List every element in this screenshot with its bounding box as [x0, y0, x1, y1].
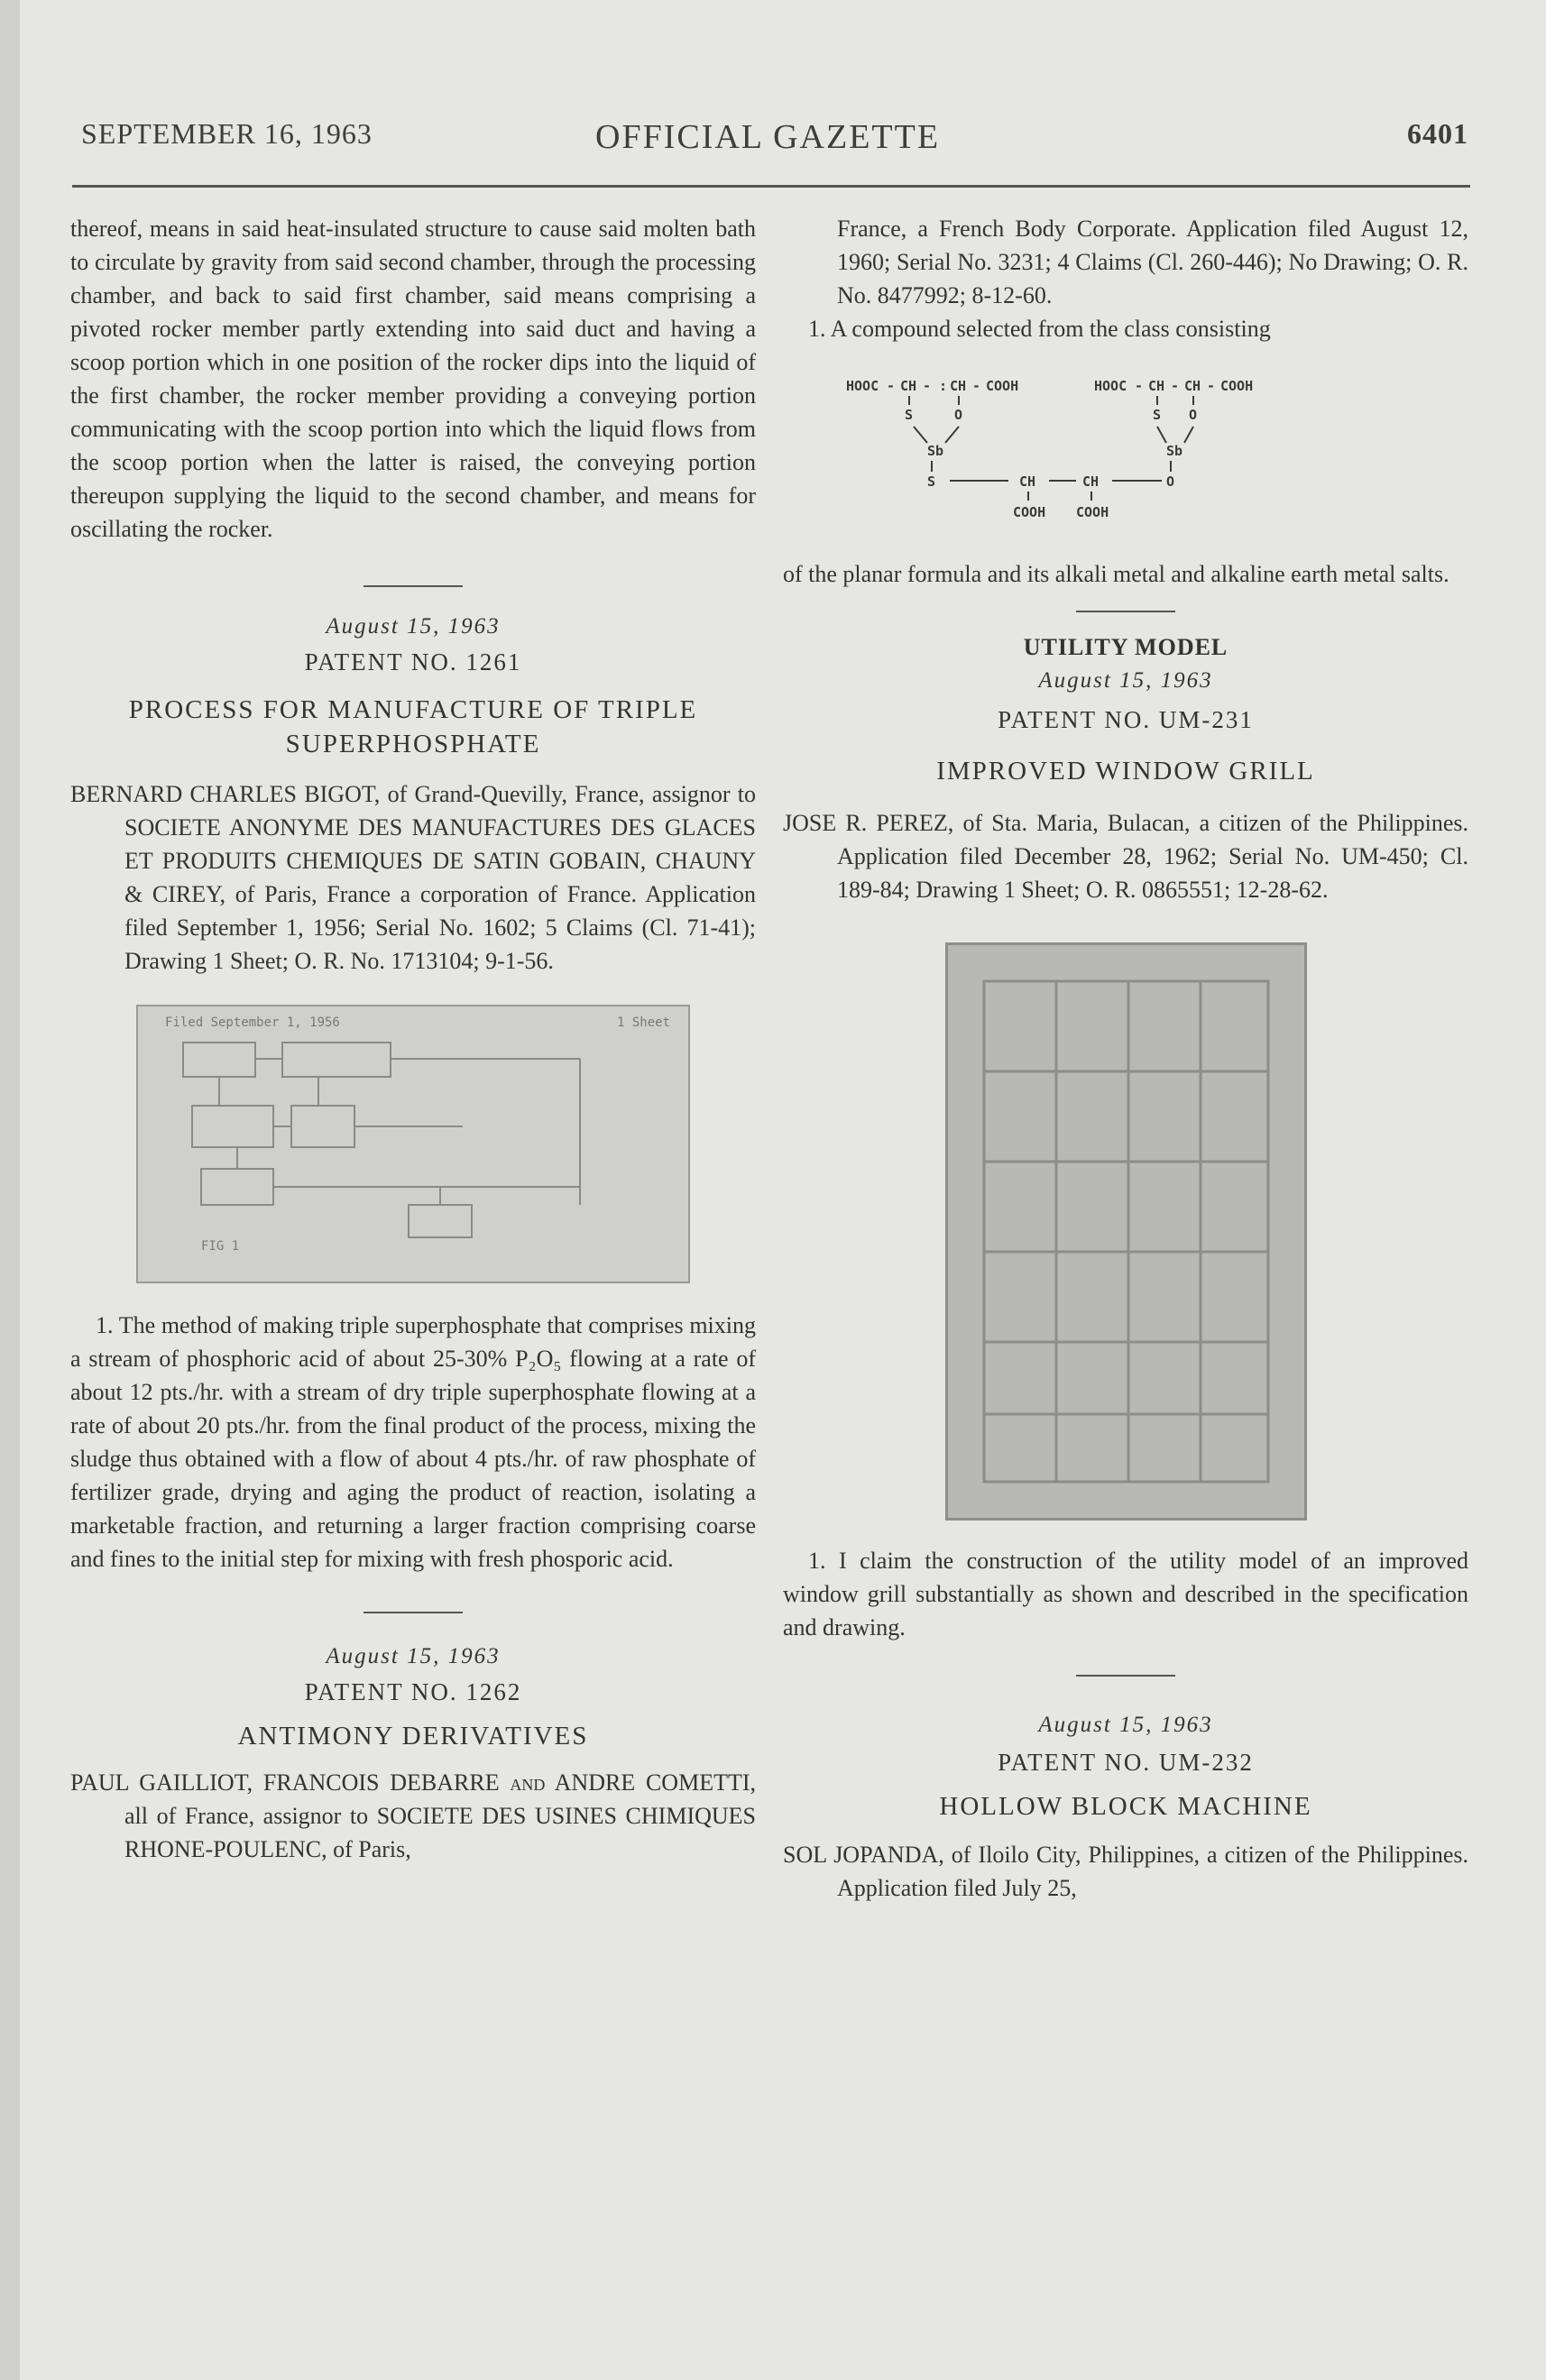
- svg-text:-: -: [1171, 378, 1180, 394]
- patent-1262-assignee: SOCIETE DES USINES CHIMIQUES RHONE-POULENC,: [124, 1803, 756, 1862]
- svg-text:Sb: Sb: [1166, 443, 1183, 459]
- svg-text:-: -: [1207, 378, 1216, 394]
- svg-text:HOOC: HOOC: [846, 378, 879, 394]
- svg-text:- :: - :: [923, 378, 948, 394]
- um-232-details: SOL JOPANDA, of Iloilo City, Philippines, a citizen of the Philippines. Application filed July 25,: [783, 1842, 1468, 1901]
- formula-description: of the planar formula and its alkali metal and alkaline earth metal salts.: [783, 561, 1449, 587]
- svg-text:CH: CH: [1148, 378, 1165, 394]
- scan-edge: [0, 0, 20, 2380]
- patent-1262-inventors: PAUL GAILLIOT, FRANCOIS DEBARRE and ANDRE COMETTI,: [70, 1769, 756, 1796]
- um-231-title: IMPROVED WINDOW GRILL: [936, 757, 1315, 786]
- um-232-inventor: SOL JOPANDA,: [783, 1842, 944, 1868]
- patent-1261-drawing: Filed September 1, 1956 1 Sheet FIG 1: [136, 1005, 690, 1283]
- um-232-title: HOLLOW BLOCK MACHINE: [939, 1792, 1312, 1821]
- svg-text:O: O: [1166, 473, 1175, 490]
- header-title: OFFICIAL GAZETTE: [595, 118, 941, 156]
- svg-text:-: -: [972, 378, 981, 394]
- left-column: [70, 212, 756, 1866]
- patent-1262-details: PAUL GAILLIOT, FRANCOIS DEBARRE and ANDRE COMETTI, all of France, assignor to SOCIETE DES USINES CHIMIQUES RHONE-POULENC, of Paris,: [70, 1769, 756, 1862]
- patent-1262-title: ANTIMONY DERIVATIVES: [237, 1722, 589, 1751]
- page-number: 6401: [1407, 117, 1468, 150]
- svg-text:CH: CH: [900, 378, 917, 394]
- header-date: SEPTEMBER 16, 1963: [81, 117, 373, 150]
- patent-1262-date: August 15, 1963: [326, 1644, 501, 1668]
- um-231-claim: 1. I claim the construction of the utility model of an improved window grill substantially as shown and described in the specification and drawing.: [783, 1548, 1468, 1640]
- patent-1261-inventor: BERNARD CHARLES BIGOT,: [70, 781, 381, 807]
- patent-1262-application: France, a French Body Corporate. Application filed August 12, 1960; Serial No. 3231; 4 Claims (Cl. 260-446); No Drawing; O. R. No. 8477992; 8-12-60.: [837, 216, 1468, 308]
- window-grill-drawing: [945, 942, 1307, 1521]
- patent-1261-claim: 1. The method of making triple superphosphate that comprises mixing a stream of phosphoric acid of about 25-30% P₂O₅ flowing at a rate of about 12 pts./hr. with a stream of dry triple superphosphate flowing at a rate of about 20 pts./hr. from the final product of the process, mixing the sludge thus obtained with a flow of about 4 pts./hr. of raw phosphate of fertilizer grade, drying and aging the product of reaction, isolating a marketable fraction, and returning a larger fraction comprising coarse and fines to the initial step for mixing with fresh phosporic acid.: [70, 1312, 756, 1572]
- patent-1262-claim: 1. A compound selected from the class consisting: [808, 316, 1271, 342]
- um-231-number: PATENT NO. UM-231: [998, 706, 1254, 733]
- um-231-details: JOSE R. PEREZ, of Sta. Maria, Bulacan, a citizen of the Philippines. Application filed December 28, 1962; Serial No. UM-450; Cl. 189-84; Drawing 1 Sheet; O. R. 0865551; 12-28-62.: [783, 810, 1468, 903]
- patent-1261-details: BERNARD CHARLES BIGOT, of Grand-Quevilly, France, assignor to SOCIETE ANONYME DES MANUFACTURES DES GLACES ET PRODUITS CHEMIQUES DE SATIN GOBAIN, CHAUNY & CIREY, of Paris, France a corporation of France. Application filed September 1, 1956; Serial No. 1602; 5 Claims (Cl. 71-41); Drawing 1 Sheet; O. R. No. 1713104; 9-1-56.: [70, 781, 757, 974]
- svg-text:CH: CH: [1184, 378, 1201, 394]
- svg-text:HOOC: HOOC: [1094, 378, 1127, 394]
- svg-text:S: S: [905, 407, 914, 423]
- svg-text:-: -: [1135, 378, 1144, 394]
- svg-text:CH: CH: [1082, 473, 1100, 490]
- svg-text:COOH: COOH: [1013, 504, 1046, 520]
- um-232-number: PATENT NO. UM-232: [998, 1749, 1254, 1776]
- patent-1261-assignee: SOCIETE ANONYME DES MANUFACTURES DES GLACES ET PRODUITS CHEMIQUES DE SATIN GOBAIN, CHAUNY & CIREY,: [124, 814, 756, 907]
- right-column: [783, 212, 1468, 1905]
- continuation-text: thereof, means in said heat-insulated structure to cause said molten bath to circulate by gravity from said second chamber, through the processing chamber, and back to said first chamber, said means comprising a pivoted rocker member partly extending into said duct and having a scoop portion which in one position of the rocker dips into the liquid of the first chamber, the rocker member providing a conveying portion communicating with the scoop portion into which the liquid flows from the scoop portion when the latter is raised, the conveying portion thereupon supplying the liquid to the second chamber, and means for oscillating the rocker.: [70, 216, 756, 542]
- svg-text:-: -: [887, 378, 896, 394]
- svg-text:Sb: Sb: [927, 443, 944, 459]
- svg-text:O: O: [1189, 407, 1198, 423]
- um-232-date: August 15, 1963: [1038, 1713, 1213, 1737]
- svg-text:CH: CH: [1019, 473, 1036, 490]
- header-rule: [72, 185, 1470, 188]
- utility-model-heading: UTILITY MODEL: [1023, 634, 1229, 660]
- svg-text:S: S: [927, 473, 936, 490]
- patent-1261-title: PROCESS FOR MANUFACTURE OF TRIPLE SUPERPHOSPHATE: [128, 695, 698, 758]
- patent-1261-date: August 15, 1963: [326, 614, 501, 639]
- patent-1261-number: PATENT NO. 1261: [304, 648, 522, 675]
- svg-text:COOH: COOH: [1220, 378, 1254, 394]
- svg-text:S: S: [1153, 407, 1162, 423]
- patent-1262-number: PATENT NO. 1262: [304, 1678, 522, 1705]
- process-flow-diagram: [138, 1006, 688, 1282]
- svg-text:FIG 1: FIG 1: [201, 1239, 240, 1254]
- svg-text:CH: CH: [950, 378, 967, 394]
- um-231-date: August 15, 1963: [1038, 668, 1213, 693]
- chemical-formula: [783, 363, 1468, 553]
- svg-text:COOH: COOH: [986, 378, 1019, 394]
- um-231-inventor: JOSE R. PEREZ,: [783, 810, 954, 836]
- svg-text:O: O: [954, 407, 963, 423]
- svg-text:COOH: COOH: [1076, 504, 1109, 520]
